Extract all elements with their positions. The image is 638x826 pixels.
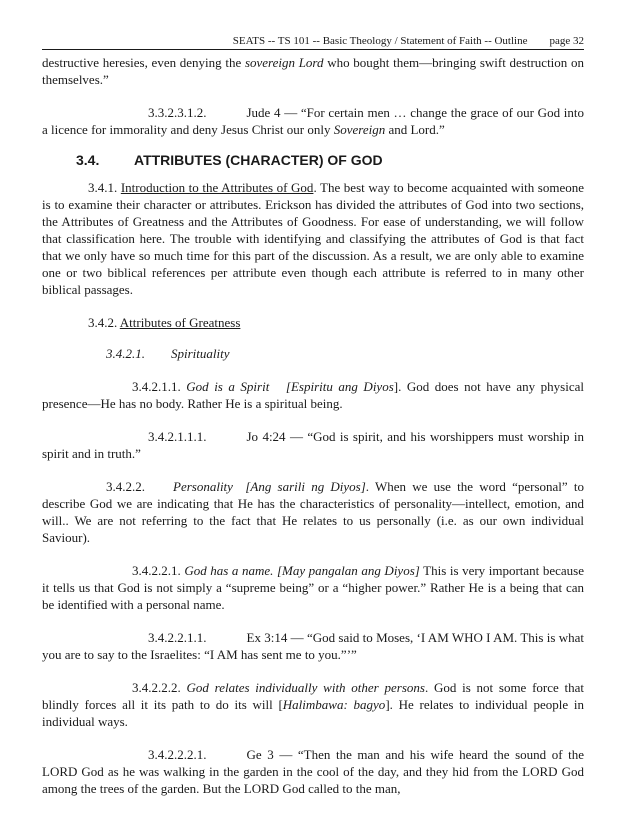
text-run: Ex 3:14 — “God said to Moses, ‘I AM WHO I AM. This is what you are to say to the Israelites: “I AM has sent me to you.”’”: [42, 630, 584, 662]
italic-run: God is a Spirit: [186, 379, 270, 394]
paragraph-personality: [42, 478, 584, 546]
outline-number: 3.4.2.1.1.1.: [148, 429, 207, 444]
text-run: ]. God does not have any physical presence—He has no body. Rather He is a spiritual being.: [42, 379, 584, 411]
section-title: ATTRIBUTES (CHARACTER) OF GOD: [134, 152, 383, 168]
italic-run: [Ang sarili ng Diyos]: [245, 479, 366, 494]
italic-run: Sovereign: [333, 122, 386, 137]
paragraph-spirit: [42, 378, 584, 412]
outline-number: 3.4.2.2.1.1.: [148, 630, 207, 645]
outline-number: 3.3.2.3.1.2.: [148, 105, 207, 120]
paragraph-ex: [42, 629, 584, 663]
text-run: ]. He relates to individual people in individual ways.: [42, 697, 584, 729]
italic-run: sovereign Lord: [244, 55, 324, 70]
paragraph-relates: [42, 679, 584, 730]
italic-run: Personality: [173, 479, 233, 494]
outline-number: 3.4.2.1.: [106, 346, 145, 361]
paragraph-jo: [42, 428, 584, 462]
italic-run: [Espiritu ang Diyos: [285, 379, 394, 394]
outline-number: 3.4.2.2.2.1.: [148, 747, 207, 762]
page-number: page 32: [549, 35, 584, 47]
italic-run: God has a name. [May pangalan ang Diyos]: [184, 563, 420, 578]
paragraph-intro: [42, 179, 584, 298]
outline-number: 3.4.2.: [88, 315, 118, 330]
text-run: Jude 4 — “For certain men … change the grace of our God into a licence for immorality and deny Jesus Christ our only: [42, 105, 584, 137]
outline-number: 3.4.2.2.: [106, 479, 145, 494]
text-run: . The best way to become acquainted with someone is to examine their character or attributes. Erickson has divided the attributes of God into two sections, the Attributes of Greatness and the Attributes of Goodness. For ease of understanding, we will follow that classification here. The trouble with identifying and classifying the attributes of God is that fact that we only have so much time for this part of the discussion. As a result, we are only able to examine one or two biblical references per attribute even though each attribute is referred to in many other biblical passages.: [42, 180, 584, 297]
text-run: who bought them—bringing swift destruction on themselves.”: [42, 55, 584, 87]
paragraph-name: [42, 562, 584, 613]
paragraph-heresies: [42, 54, 584, 88]
running-title: SEATS -- TS 101 -- Basic Theology / Statement of Faith -- Outline: [232, 35, 528, 47]
outline-number: 3.4.1.: [88, 180, 118, 195]
subheading-spirituality: [42, 345, 584, 362]
outline-number: 3.4.2.2.1.: [132, 563, 181, 578]
italic-run: Halimbawa: bagyo: [282, 697, 386, 712]
paragraph-greatness: [42, 314, 584, 331]
outline-number: 3.4.2.2.2.: [132, 680, 181, 695]
text-run: Jo 4:24 — “God is spirit, and his worshippers must worship in spirit and in truth.”: [42, 429, 584, 461]
paragraph-ge: [42, 746, 584, 797]
text-run: destructive heresies, even denying the: [42, 55, 245, 70]
running-header: [42, 34, 584, 50]
underlined-heading: Introduction to the Attributes of God: [120, 180, 314, 195]
paragraph-jude: [42, 104, 584, 138]
outline-number: 3.4.2.1.1.: [132, 379, 181, 394]
text-run: . God is not some force that blindly forces all it its path to do its will [: [42, 680, 585, 712]
text-run: and Lord.”: [385, 122, 445, 137]
section-heading: [42, 152, 584, 169]
section-number: 3.4.: [76, 152, 100, 168]
text-run: . When we use the word “personal” to describe God we are indicating that He has the characteristics of personality—intellect, emotion, and will.. We are not referring to the fact that He relates to us personally (i.e. as our own individual Saviour).: [42, 479, 585, 545]
italic-run: God relates individually with other persons: [186, 680, 425, 695]
text-run: Ge 3 — “Then the man and his wife heard the sound of the LORD God as he was walking in the garden in the cool of the day, and they hid from the LORD God among the trees of the garden. But the LORD God called to the man,: [42, 747, 584, 796]
document-body: [42, 54, 584, 797]
text-run: This is very important because it tells us that God is not simply a “supreme being” or a “higher power.” Rather He is a being that can be identified with a personal name.: [42, 563, 585, 612]
underlined-heading: Attributes of Greatness: [119, 315, 241, 330]
subheading-title: Spirituality: [171, 346, 230, 361]
